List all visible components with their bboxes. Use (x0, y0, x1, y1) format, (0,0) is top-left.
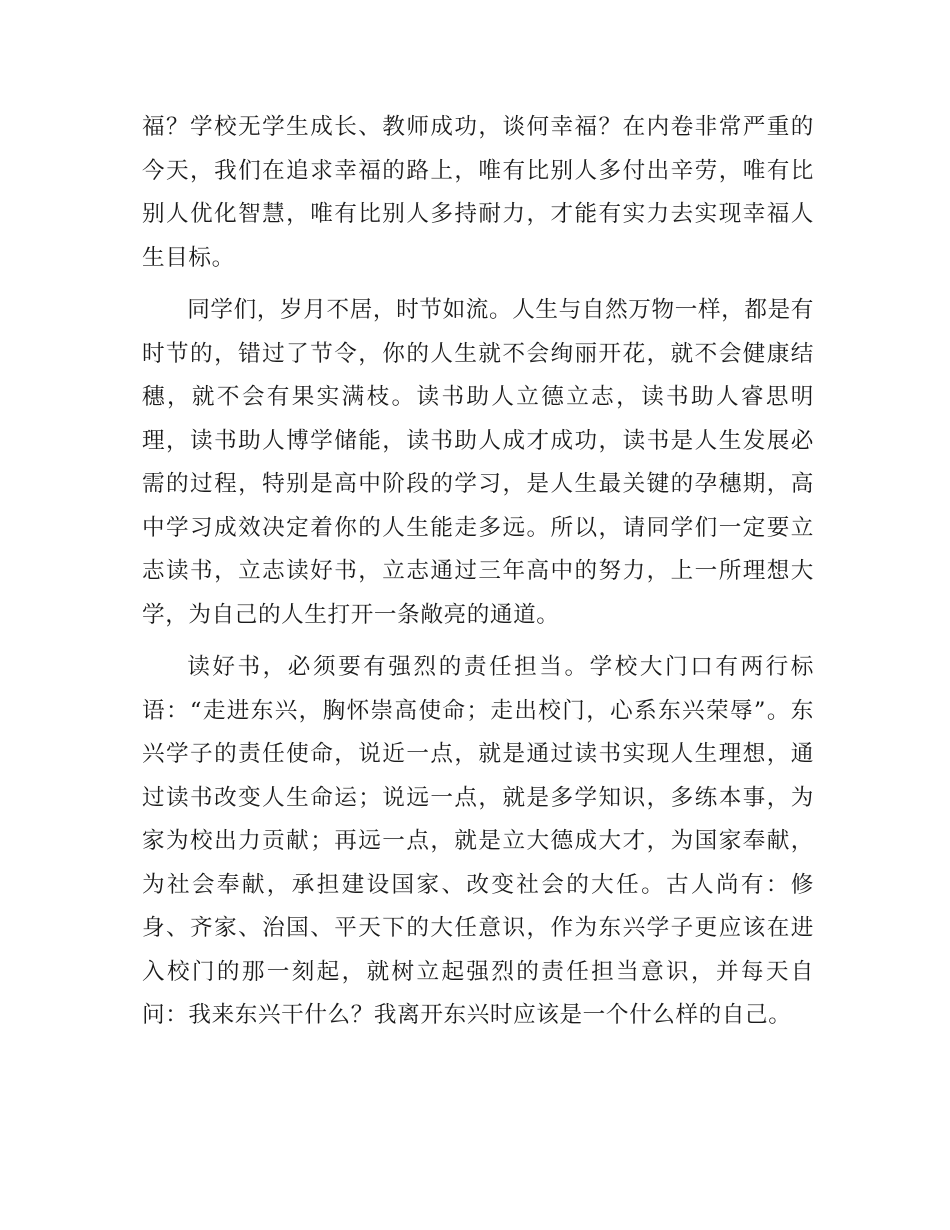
paragraph-2: 同学们，岁月不居，时节如流。人生与自然万物一样，都是有时节的，错过了节令，你的人生就不会绚丽开花，就不会健康结穗，就不会有果实满枝。读书助人立德立志，读书助人睿思明理，读书助人博学储能，读书助人成才成功，读书是人生发展必需的过程，特别是高中阶段的学习，是人生最关键的孕穗期，高中学习成效决定着你的人生能走多远。所以，请同学们一定要立志读书，立志读好书，立志通过三年高中的努力，上一所理想大学，为自己的人生打开一条敞亮的通道。 (142, 297, 814, 628)
document-body (142, 106, 814, 1047)
paragraph-3: 读好书，必须要有强烈的责任担当。学校大门口有两行标语：“走进东兴，胸怀崇高使命；走出校门，心系东兴荣辱”。东兴学子的责任使命，说近一点，就是通过读书实现人生理想，通过读书改变人生命运；说远一点，就是多学知识，多练本事，为家为校出力贡献；再远一点，就是立大德成大才，为国家奉献，为社会奉献，承担建设国家、改变社会的大任。古人尚有：修身、齐家、治国、平天下的大任意识，作为东兴学子更应该在进入校门的那一刻起，就树立起强烈的责任担当意识，并每天自问：我来东兴干什么？我离开东兴时应该是一个什么样的自己。 (142, 654, 814, 1028)
paragraph-1: 福？学校无学生成长、教师成功，谈何幸福？在内卷非常严重的今天，我们在追求幸福的路上，唯有比别人多付出辛劳，唯有比别人优化智慧，唯有比别人多持耐力，才能有实力去实现幸福人生目标。 (142, 114, 814, 271)
